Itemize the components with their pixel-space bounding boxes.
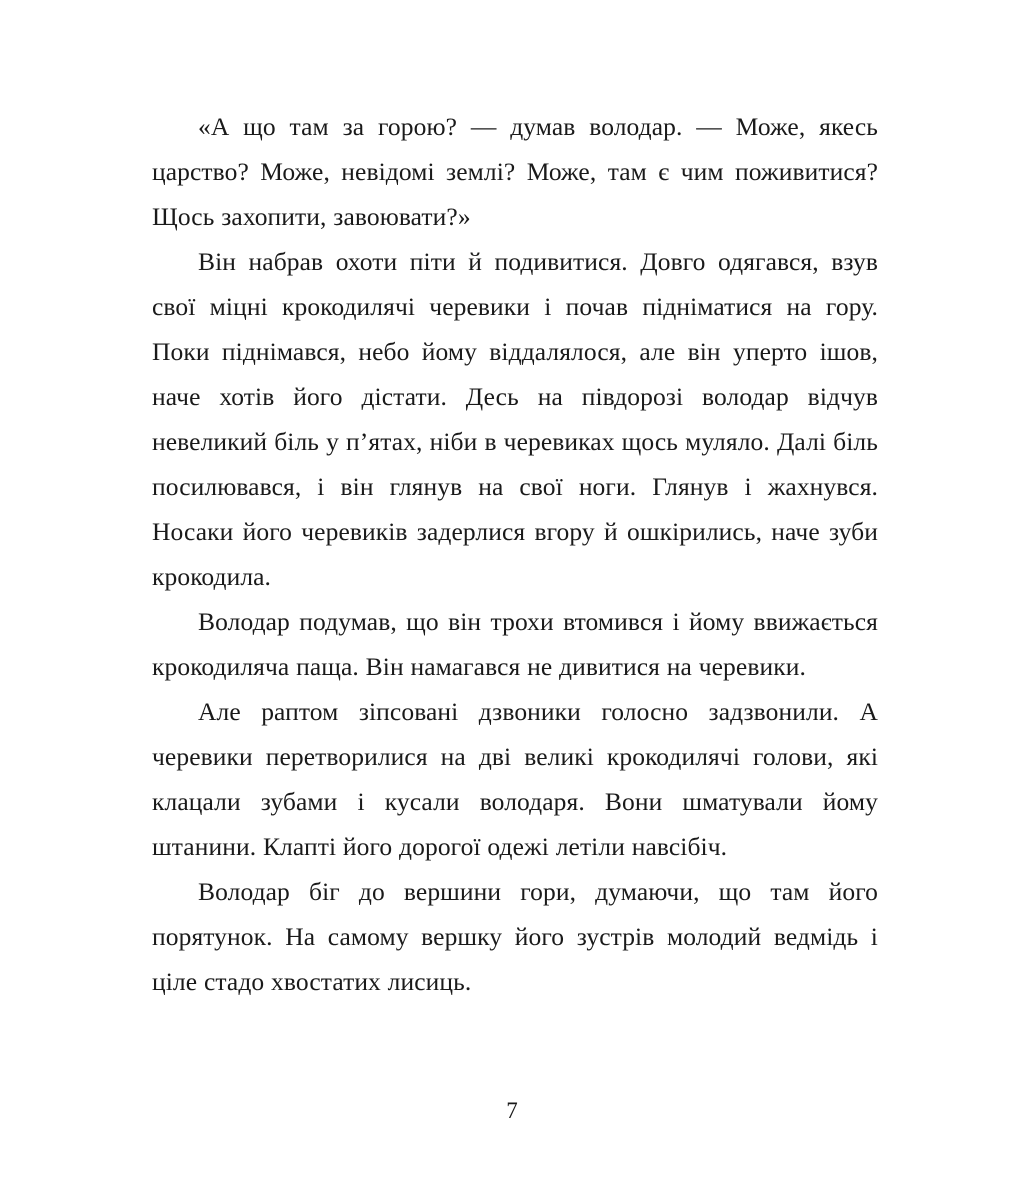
paragraph: Володар біг до вершини гори, думаючи, що там його порятунок. На самому вершку його зустрів молодий ведмідь і ціле стадо хвостатих лисиць. [152,877,878,996]
paragraph: «А що там за горою? — думав володар. — Може, якесь царство? Може, невідомі землі? Може, там є чим поживитися? Щось захопити, завоювати?» [152,112,878,231]
paragraph: Володар подумав, що він трохи втомився і йому ввижається крокодиляча паща. Він намагався не дивитися на черевики. [152,607,878,681]
paragraph: Але раптом зіпсовані дзвоники голосно задзвонили. А черевики перетворилися на дві великі крокодилячі голови, які клацали зубами і кусали володаря. Вони шматували йому штанини. Клапті його дорогої одежі летіли навсібіч. [152,697,878,861]
page-number: 7 [506,1098,518,1123]
paragraph: Він набрав охоти піти й подивитися. Довго одягався, взув свої міцні крокодилячі черевики і почав підніматися на гору. Поки піднімався, небо йому віддалялося, але він уперто ішов, наче хотів його дістати. Десь на півдорозі володар відчув невеликий біль у п’ятах, ніби в черевиках щось муляло. Далі біль посилювався, і він глянув на свої ноги. Глянув і жахнувся. Носаки його черевиків задерлися вгору й ошкірились, наче зуби крокодила. [152,247,878,591]
body-text-column [152,104,878,1004]
